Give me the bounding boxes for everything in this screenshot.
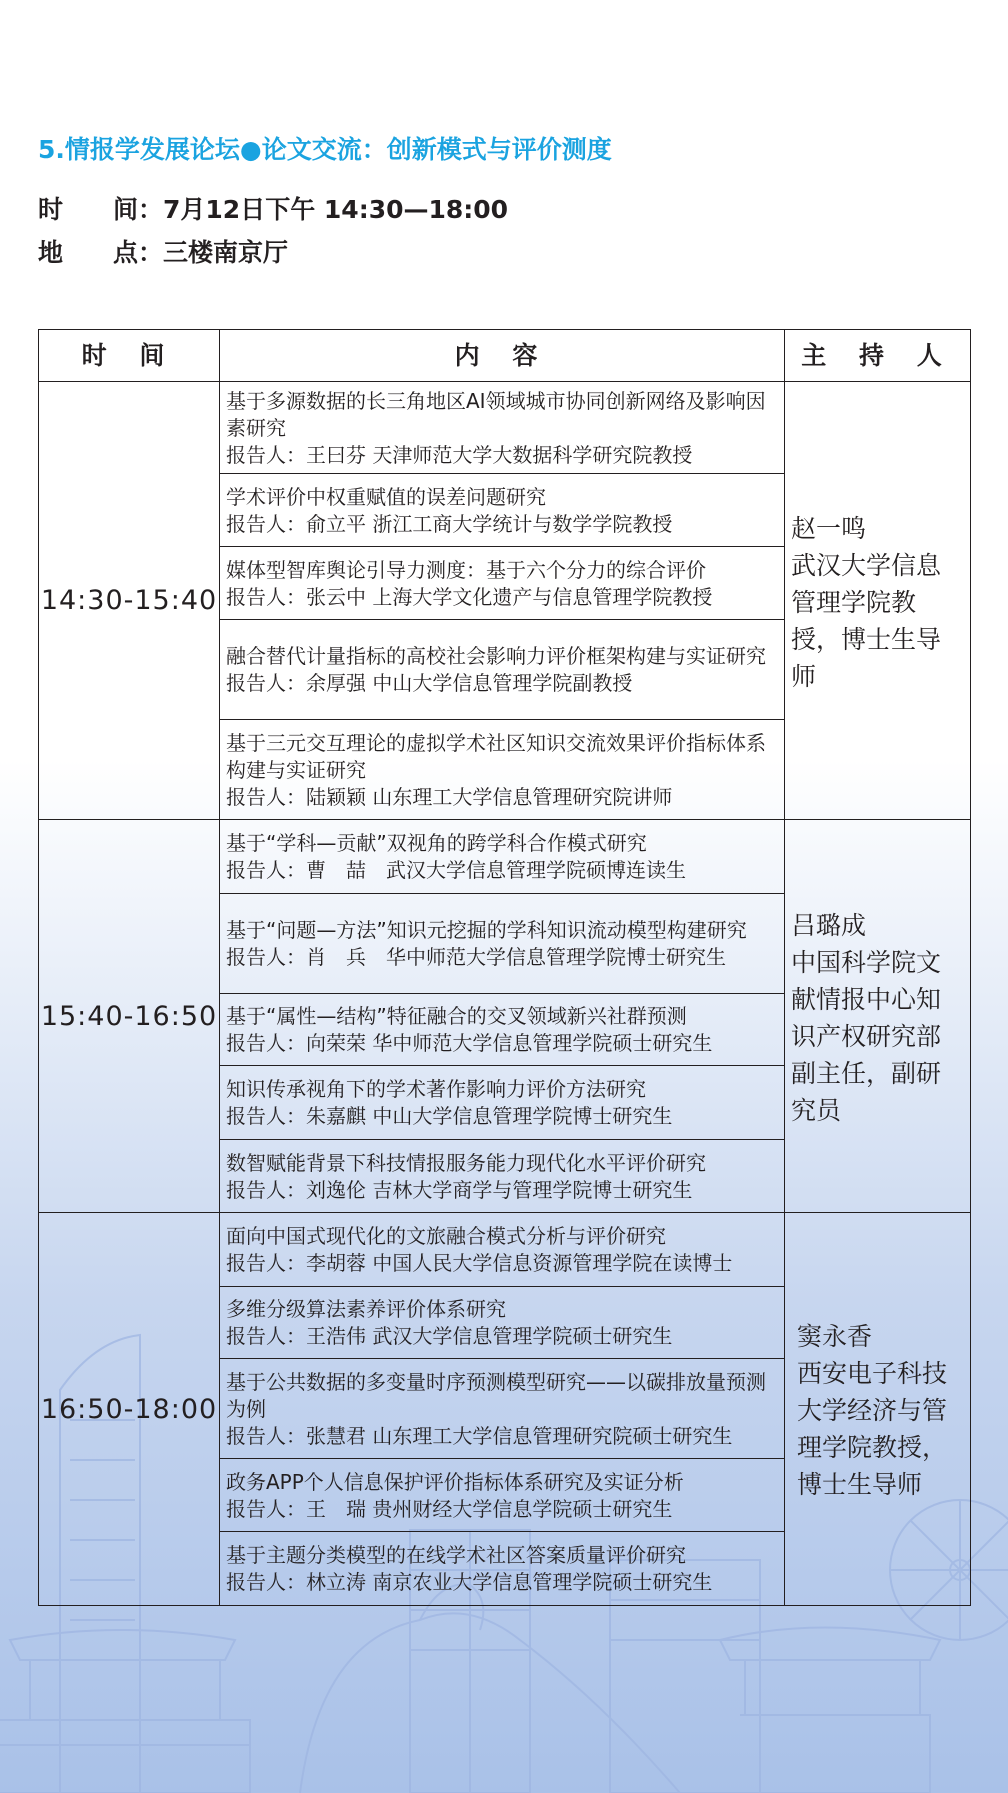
talk-title: 知识传承视角下的学术著作影响力评价方法研究	[226, 1077, 646, 1101]
talk-title: 基于主题分类模型的在线学术社区答案质量评价研究	[226, 1543, 686, 1567]
talk-title: 学术评价中权重赋值的误差问题研究	[226, 484, 546, 509]
place-value: 三楼南京厅	[163, 238, 289, 267]
talk-cell	[220, 1359, 785, 1459]
talk-cell	[220, 1532, 785, 1606]
session-host	[785, 820, 971, 1213]
talk-speaker: 报告人：陆颖颖 山东理工大学信息管理研究院讲师	[226, 784, 673, 809]
header-time: 时 间	[39, 330, 220, 382]
table-row	[39, 820, 971, 894]
talk-speaker: 报告人：朱嘉麒 中山大学信息管理学院博士研究生	[226, 1104, 673, 1128]
talk-speaker: 报告人：林立涛 南京农业大学信息管理学院硕士研究生	[226, 1570, 713, 1594]
talk-speaker: 报告人：刘逸伦 吉林大学商学与管理学院博士研究生	[226, 1177, 693, 1202]
talk-cell	[220, 1459, 785, 1532]
host-name: 窦永香	[797, 1322, 873, 1351]
talk-speaker: 报告人：张云中 上海大学文化遗产与信息管理学院教授	[226, 584, 713, 609]
talk-title: 基于公共数据的多变量时序预测模型研究——以碳排放量预测为例	[226, 1369, 766, 1421]
talk-title: 基于“问题—方法”知识元挖掘的学科知识流动模型构建研究	[226, 918, 747, 942]
host-description: 中国科学院文献情报中心知识产权研究部副主任，副研究员	[791, 947, 942, 1125]
talk-title: 面向中国式现代化的文旅融合模式分析与评价研究	[226, 1224, 666, 1248]
talk-title: 多维分级算法素养评价体系研究	[226, 1297, 506, 1321]
talk-title: 数智赋能背景下科技情报服务能力现代化水平评价研究	[226, 1150, 706, 1175]
time-label: 时 间：	[38, 195, 164, 224]
talk-speaker: 报告人：张慧君 山东理工大学信息管理研究院硕士研究生	[226, 1423, 733, 1448]
host-description: 西安电子科技大学经济与管理学院教授，博士生导师	[797, 1359, 948, 1499]
talk-cell	[220, 547, 785, 620]
table-row	[39, 1213, 971, 1287]
talk-title: 媒体型智库舆论引导力测度：基于六个分力的综合评价	[226, 557, 706, 582]
talk-cell	[220, 1287, 785, 1359]
event-time	[38, 190, 508, 226]
talk-cell	[220, 894, 785, 994]
session-time: 15:40-16:50	[39, 820, 220, 1213]
section-title: 5.情报学发展论坛●论文交流：创新模式与评价测度	[38, 135, 612, 164]
schedule-table	[38, 329, 971, 1606]
host-name: 赵一鸣	[791, 513, 867, 543]
host-name: 吕璐成	[791, 910, 867, 940]
talk-speaker: 报告人：李胡蓉 中国人民大学信息资源管理学院在读博士	[226, 1251, 733, 1275]
table-row	[39, 382, 971, 474]
table-header-row	[39, 330, 971, 382]
talk-speaker: 报告人：向荣荣 华中师范大学信息管理学院硕士研究生	[226, 1031, 713, 1055]
talk-cell	[220, 474, 785, 547]
talk-cell	[220, 1140, 785, 1213]
place-label: 地 点：	[38, 238, 164, 267]
talk-speaker: 报告人：曹 喆 武汉大学信息管理学院硕博连读生	[226, 858, 686, 882]
talk-speaker: 报告人：王浩伟 武汉大学信息管理学院硕士研究生	[226, 1324, 673, 1348]
talk-cell	[220, 382, 785, 474]
header-content: 内 容	[220, 330, 785, 382]
talk-speaker: 报告人：余厚强 中山大学信息管理学院副教授	[226, 671, 633, 695]
talk-title: 基于“学科—贡献”双视角的跨学科合作模式研究	[226, 831, 647, 855]
talk-title: 基于三元交互理论的虚拟学术社区知识交流效果评价指标体系构建与实证研究	[226, 730, 766, 782]
talk-cell	[220, 1066, 785, 1140]
talk-cell	[220, 820, 785, 894]
talk-title: 基于“属性—结构”特征融合的交叉领域新兴社群预测	[226, 1004, 687, 1028]
talk-cell	[220, 720, 785, 820]
session-host	[785, 1213, 971, 1606]
talk-title: 融合替代计量指标的高校社会影响力评价框架构建与实证研究	[226, 644, 766, 668]
talk-speaker: 报告人：王 瑞 贵州财经大学信息学院硕士研究生	[226, 1496, 673, 1521]
session-time: 16:50-18:00	[39, 1213, 220, 1606]
host-description: 武汉大学信息管理学院教授，博士生导师	[791, 550, 942, 691]
talk-cell	[220, 620, 785, 720]
talk-cell	[220, 1213, 785, 1287]
session-time: 14:30-15:40	[39, 382, 220, 820]
header-host: 主 持 人	[785, 330, 971, 382]
talk-cell	[220, 994, 785, 1066]
talk-speaker: 报告人：王曰芬 天津师范大学大数据科学研究院教授	[226, 442, 693, 467]
session-host	[785, 382, 971, 820]
talk-speaker: 报告人：俞立平 浙江工商大学统计与数学学院教授	[226, 511, 673, 536]
event-place	[38, 233, 288, 269]
time-value: 7月12日下午 14:30—18:00	[163, 195, 509, 224]
talk-title: 基于多源数据的长三角地区AI领域城市协同创新网络及影响因素研究	[226, 388, 766, 440]
talk-speaker: 报告人：肖 兵 华中师范大学信息管理学院博士研究生	[226, 945, 726, 969]
talk-title: 政务APP个人信息保护评价指标体系研究及实证分析	[226, 1469, 684, 1494]
